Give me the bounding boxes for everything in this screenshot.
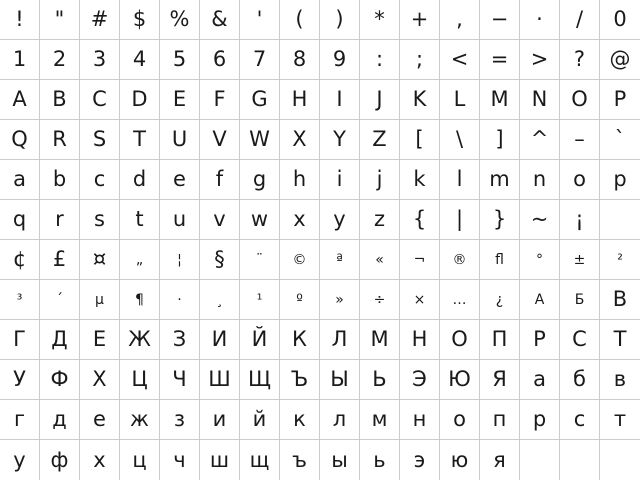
glyph-cell[interactable]: Ш bbox=[200, 360, 240, 400]
glyph-cell[interactable]: } bbox=[480, 200, 520, 240]
glyph-cell[interactable]: : bbox=[360, 40, 400, 80]
glyph-cell[interactable]: ® bbox=[440, 240, 480, 280]
glyph-cell[interactable]: $ bbox=[120, 0, 160, 40]
glyph-cell[interactable]: К bbox=[280, 320, 320, 360]
glyph-cell[interactable]: z bbox=[360, 200, 400, 240]
glyph-cell[interactable]: e bbox=[160, 160, 200, 200]
glyph-cell[interactable]: u bbox=[160, 200, 200, 240]
glyph-cell[interactable]: в bbox=[600, 360, 640, 400]
glyph-cell[interactable]: k bbox=[400, 160, 440, 200]
glyph-cell[interactable]: º bbox=[280, 280, 320, 320]
glyph-cell[interactable]: … bbox=[440, 280, 480, 320]
glyph-cell[interactable]: o bbox=[560, 160, 600, 200]
glyph-cell[interactable]: F bbox=[200, 80, 240, 120]
glyph-cell[interactable]: ± bbox=[560, 240, 600, 280]
glyph-cell[interactable]: L bbox=[440, 80, 480, 120]
glyph-cell[interactable]: m bbox=[480, 160, 520, 200]
glyph-cell[interactable]: ² bbox=[600, 240, 640, 280]
glyph-cell[interactable]: b bbox=[40, 160, 80, 200]
glyph-cell[interactable]: » bbox=[320, 280, 360, 320]
glyph-cell[interactable]: q bbox=[0, 200, 40, 240]
glyph-cell[interactable]: е bbox=[80, 400, 120, 440]
glyph-cell[interactable]: ф bbox=[40, 440, 80, 480]
glyph-cell[interactable]: 9 bbox=[320, 40, 360, 80]
glyph-cell[interactable]: 3 bbox=[80, 40, 120, 80]
glyph-cell[interactable]: – bbox=[560, 120, 600, 160]
glyph-cell[interactable]: ь bbox=[360, 440, 400, 480]
glyph-cell[interactable]: ° bbox=[520, 240, 560, 280]
glyph-cell[interactable]: g bbox=[240, 160, 280, 200]
glyph-cell[interactable]: й bbox=[240, 400, 280, 440]
glyph-cell[interactable]: = bbox=[480, 40, 520, 80]
glyph-cell[interactable]: c bbox=[80, 160, 120, 200]
glyph-cell[interactable]: · bbox=[520, 0, 560, 40]
glyph-cell[interactable]: ¤ bbox=[80, 240, 120, 280]
glyph-cell[interactable]: t bbox=[120, 200, 160, 240]
glyph-cell[interactable]: м bbox=[360, 400, 400, 440]
glyph-cell[interactable]: ] bbox=[480, 120, 520, 160]
glyph-cell[interactable]: O bbox=[560, 80, 600, 120]
glyph-cell[interactable]: ж bbox=[120, 400, 160, 440]
glyph-cell[interactable]: ¨ bbox=[240, 240, 280, 280]
glyph-cell[interactable]: l bbox=[440, 160, 480, 200]
glyph-cell[interactable]: ( bbox=[280, 0, 320, 40]
glyph-cell[interactable]: М bbox=[360, 320, 400, 360]
glyph-cell[interactable]: 2 bbox=[40, 40, 80, 80]
glyph-cell[interactable]: у bbox=[0, 440, 40, 480]
glyph-cell[interactable]: ¹ bbox=[240, 280, 280, 320]
glyph-cell[interactable]: Е bbox=[80, 320, 120, 360]
glyph-cell[interactable]: p bbox=[600, 160, 640, 200]
glyph-cell[interactable]: Б bbox=[560, 280, 600, 320]
glyph-cell[interactable]: ÷ bbox=[360, 280, 400, 320]
glyph-cell[interactable]: / bbox=[560, 0, 600, 40]
glyph-cell[interactable]: i bbox=[320, 160, 360, 200]
glyph-cell-empty[interactable] bbox=[520, 440, 560, 480]
glyph-cell[interactable]: | bbox=[440, 200, 480, 240]
glyph-cell[interactable]: 5 bbox=[160, 40, 200, 80]
glyph-cell[interactable]: щ bbox=[240, 440, 280, 480]
glyph-cell[interactable]: U bbox=[160, 120, 200, 160]
glyph-cell[interactable]: Р bbox=[520, 320, 560, 360]
glyph-cell[interactable]: Х bbox=[80, 360, 120, 400]
glyph-cell[interactable]: 8 bbox=[280, 40, 320, 80]
glyph-cell[interactable]: И bbox=[200, 320, 240, 360]
glyph-cell[interactable]: з bbox=[160, 400, 200, 440]
glyph-cell[interactable]: > bbox=[520, 40, 560, 80]
glyph-cell[interactable]: v bbox=[200, 200, 240, 240]
glyph-cell[interactable]: \ bbox=[440, 120, 480, 160]
glyph-cell[interactable]: р bbox=[520, 400, 560, 440]
glyph-cell[interactable]: В bbox=[600, 280, 640, 320]
glyph-cell[interactable]: х bbox=[80, 440, 120, 480]
glyph-cell[interactable]: Ю bbox=[440, 360, 480, 400]
glyph-cell[interactable]: @ bbox=[600, 40, 640, 80]
glyph-cell[interactable]: © bbox=[280, 240, 320, 280]
glyph-cell[interactable]: ¸ bbox=[200, 280, 240, 320]
glyph-cell[interactable]: г bbox=[0, 400, 40, 440]
glyph-cell[interactable]: P bbox=[600, 80, 640, 120]
glyph-cell[interactable]: к bbox=[280, 400, 320, 440]
glyph-cell[interactable]: Л bbox=[320, 320, 360, 360]
glyph-cell[interactable]: ; bbox=[400, 40, 440, 80]
glyph-cell[interactable]: V bbox=[200, 120, 240, 160]
glyph-cell[interactable]: R bbox=[40, 120, 80, 160]
glyph-cell[interactable]: A bbox=[0, 80, 40, 120]
glyph-cell[interactable]: ъ bbox=[280, 440, 320, 480]
glyph-cell[interactable]: M bbox=[480, 80, 520, 120]
glyph-cell[interactable]: ` bbox=[600, 120, 640, 160]
glyph-cell[interactable]: W bbox=[240, 120, 280, 160]
glyph-cell[interactable]: K bbox=[400, 80, 440, 120]
glyph-cell[interactable]: < bbox=[440, 40, 480, 80]
glyph-cell[interactable]: Н bbox=[400, 320, 440, 360]
glyph-cell[interactable]: ´ bbox=[40, 280, 80, 320]
glyph-cell[interactable]: E bbox=[160, 80, 200, 120]
glyph-cell[interactable]: Т bbox=[600, 320, 640, 360]
glyph-cell[interactable]: У bbox=[0, 360, 40, 400]
glyph-cell[interactable]: л bbox=[320, 400, 360, 440]
glyph-cell[interactable]: J bbox=[360, 80, 400, 120]
glyph-cell[interactable]: § bbox=[200, 240, 240, 280]
glyph-cell[interactable]: ¬ bbox=[400, 240, 440, 280]
glyph-cell[interactable]: а bbox=[520, 360, 560, 400]
glyph-cell[interactable]: ? bbox=[560, 40, 600, 80]
glyph-cell[interactable]: 6 bbox=[200, 40, 240, 80]
glyph-cell[interactable]: Д bbox=[40, 320, 80, 360]
glyph-cell[interactable]: ч bbox=[160, 440, 200, 480]
glyph-cell[interactable]: ) bbox=[320, 0, 360, 40]
glyph-cell[interactable]: h bbox=[280, 160, 320, 200]
glyph-cell[interactable]: ¢ bbox=[0, 240, 40, 280]
glyph-cell[interactable]: э bbox=[400, 440, 440, 480]
glyph-cell[interactable]: + bbox=[400, 0, 440, 40]
glyph-cell[interactable]: a bbox=[0, 160, 40, 200]
glyph-cell[interactable]: y bbox=[320, 200, 360, 240]
glyph-cell[interactable]: w bbox=[240, 200, 280, 240]
glyph-cell[interactable]: C bbox=[80, 80, 120, 120]
glyph-cell[interactable]: · bbox=[160, 280, 200, 320]
glyph-cell[interactable]: µ bbox=[80, 280, 120, 320]
glyph-cell[interactable]: Ф bbox=[40, 360, 80, 400]
glyph-cell[interactable]: s bbox=[80, 200, 120, 240]
glyph-cell[interactable]: я bbox=[480, 440, 520, 480]
glyph-cell[interactable]: Ъ bbox=[280, 360, 320, 400]
glyph-cell[interactable]: 1 bbox=[0, 40, 40, 80]
glyph-cell[interactable]: f bbox=[200, 160, 240, 200]
glyph-cell[interactable]: [ bbox=[400, 120, 440, 160]
glyph-cell[interactable]: T bbox=[120, 120, 160, 160]
glyph-cell[interactable]: ш bbox=[200, 440, 240, 480]
glyph-cell[interactable]: j bbox=[360, 160, 400, 200]
glyph-cell[interactable]: П bbox=[480, 320, 520, 360]
glyph-cell[interactable]: ¿ bbox=[480, 280, 520, 320]
glyph-cell[interactable]: r bbox=[40, 200, 80, 240]
glyph-cell[interactable]: * bbox=[360, 0, 400, 40]
glyph-cell[interactable]: ~ bbox=[520, 200, 560, 240]
glyph-cell[interactable]: X bbox=[280, 120, 320, 160]
glyph-cell[interactable]: Э bbox=[400, 360, 440, 400]
glyph-cell[interactable]: н bbox=[400, 400, 440, 440]
glyph-cell[interactable]: п bbox=[480, 400, 520, 440]
glyph-cell[interactable]: ﬂ bbox=[480, 240, 520, 280]
glyph-cell[interactable]: ¶ bbox=[120, 280, 160, 320]
glyph-cell[interactable]: 4 bbox=[120, 40, 160, 80]
glyph-cell[interactable]: d bbox=[120, 160, 160, 200]
glyph-cell[interactable]: Q bbox=[0, 120, 40, 160]
glyph-cell[interactable]: £ bbox=[40, 240, 80, 280]
glyph-cell[interactable]: S bbox=[80, 120, 120, 160]
glyph-cell[interactable]: , bbox=[440, 0, 480, 40]
glyph-cell[interactable]: % bbox=[160, 0, 200, 40]
glyph-cell[interactable]: x bbox=[280, 200, 320, 240]
glyph-cell[interactable]: × bbox=[400, 280, 440, 320]
glyph-cell[interactable]: т bbox=[600, 400, 640, 440]
glyph-cell[interactable]: & bbox=[200, 0, 240, 40]
glyph-cell[interactable]: и bbox=[200, 400, 240, 440]
glyph-cell[interactable]: " bbox=[40, 0, 80, 40]
glyph-cell[interactable]: B bbox=[40, 80, 80, 120]
glyph-cell[interactable]: С bbox=[560, 320, 600, 360]
glyph-cell[interactable]: 7 bbox=[240, 40, 280, 80]
glyph-cell[interactable]: I bbox=[320, 80, 360, 120]
glyph-cell[interactable]: Ц bbox=[120, 360, 160, 400]
glyph-cell[interactable]: Z bbox=[360, 120, 400, 160]
glyph-cell-empty[interactable] bbox=[600, 440, 640, 480]
glyph-cell[interactable]: с bbox=[560, 400, 600, 440]
glyph-cell[interactable]: Г bbox=[0, 320, 40, 360]
glyph-cell[interactable]: « bbox=[360, 240, 400, 280]
glyph-cell[interactable]: ю bbox=[440, 440, 480, 480]
glyph-cell[interactable]: ¦ bbox=[160, 240, 200, 280]
glyph-cell[interactable]: ц bbox=[120, 440, 160, 480]
glyph-cell[interactable]: Ь bbox=[360, 360, 400, 400]
glyph-cell[interactable]: D bbox=[120, 80, 160, 120]
glyph-cell[interactable]: Й bbox=[240, 320, 280, 360]
glyph-cell[interactable]: „ bbox=[120, 240, 160, 280]
glyph-cell[interactable]: Я bbox=[480, 360, 520, 400]
glyph-cell[interactable]: д bbox=[40, 400, 80, 440]
glyph-cell[interactable]: { bbox=[400, 200, 440, 240]
glyph-cell[interactable]: ¡ bbox=[560, 200, 600, 240]
glyph-cell-empty[interactable] bbox=[560, 440, 600, 480]
glyph-cell[interactable]: ³ bbox=[0, 280, 40, 320]
glyph-cell[interactable]: Щ bbox=[240, 360, 280, 400]
glyph-cell[interactable]: N bbox=[520, 80, 560, 120]
glyph-cell[interactable]: H bbox=[280, 80, 320, 120]
glyph-cell[interactable]: б bbox=[560, 360, 600, 400]
glyph-cell[interactable]: З bbox=[160, 320, 200, 360]
glyph-cell[interactable]: ' bbox=[240, 0, 280, 40]
glyph-cell[interactable]: ! bbox=[0, 0, 40, 40]
glyph-cell[interactable]: ª bbox=[320, 240, 360, 280]
glyph-cell[interactable]: n bbox=[520, 160, 560, 200]
glyph-cell[interactable]: Ч bbox=[160, 360, 200, 400]
glyph-cell[interactable]: А bbox=[520, 280, 560, 320]
glyph-cell[interactable]: о bbox=[440, 400, 480, 440]
glyph-cell[interactable]: Ы bbox=[320, 360, 360, 400]
glyph-cell[interactable]: О bbox=[440, 320, 480, 360]
glyph-cell[interactable]: # bbox=[80, 0, 120, 40]
glyph-cell[interactable]: Ж bbox=[120, 320, 160, 360]
glyph-cell[interactable]: G bbox=[240, 80, 280, 120]
glyph-cell[interactable]: − bbox=[480, 0, 520, 40]
glyph-cell-empty[interactable] bbox=[600, 200, 640, 240]
glyph-cell[interactable]: ы bbox=[320, 440, 360, 480]
glyph-cell[interactable]: 0 bbox=[600, 0, 640, 40]
glyph-cell[interactable]: Y bbox=[320, 120, 360, 160]
glyph-cell[interactable]: ^ bbox=[520, 120, 560, 160]
